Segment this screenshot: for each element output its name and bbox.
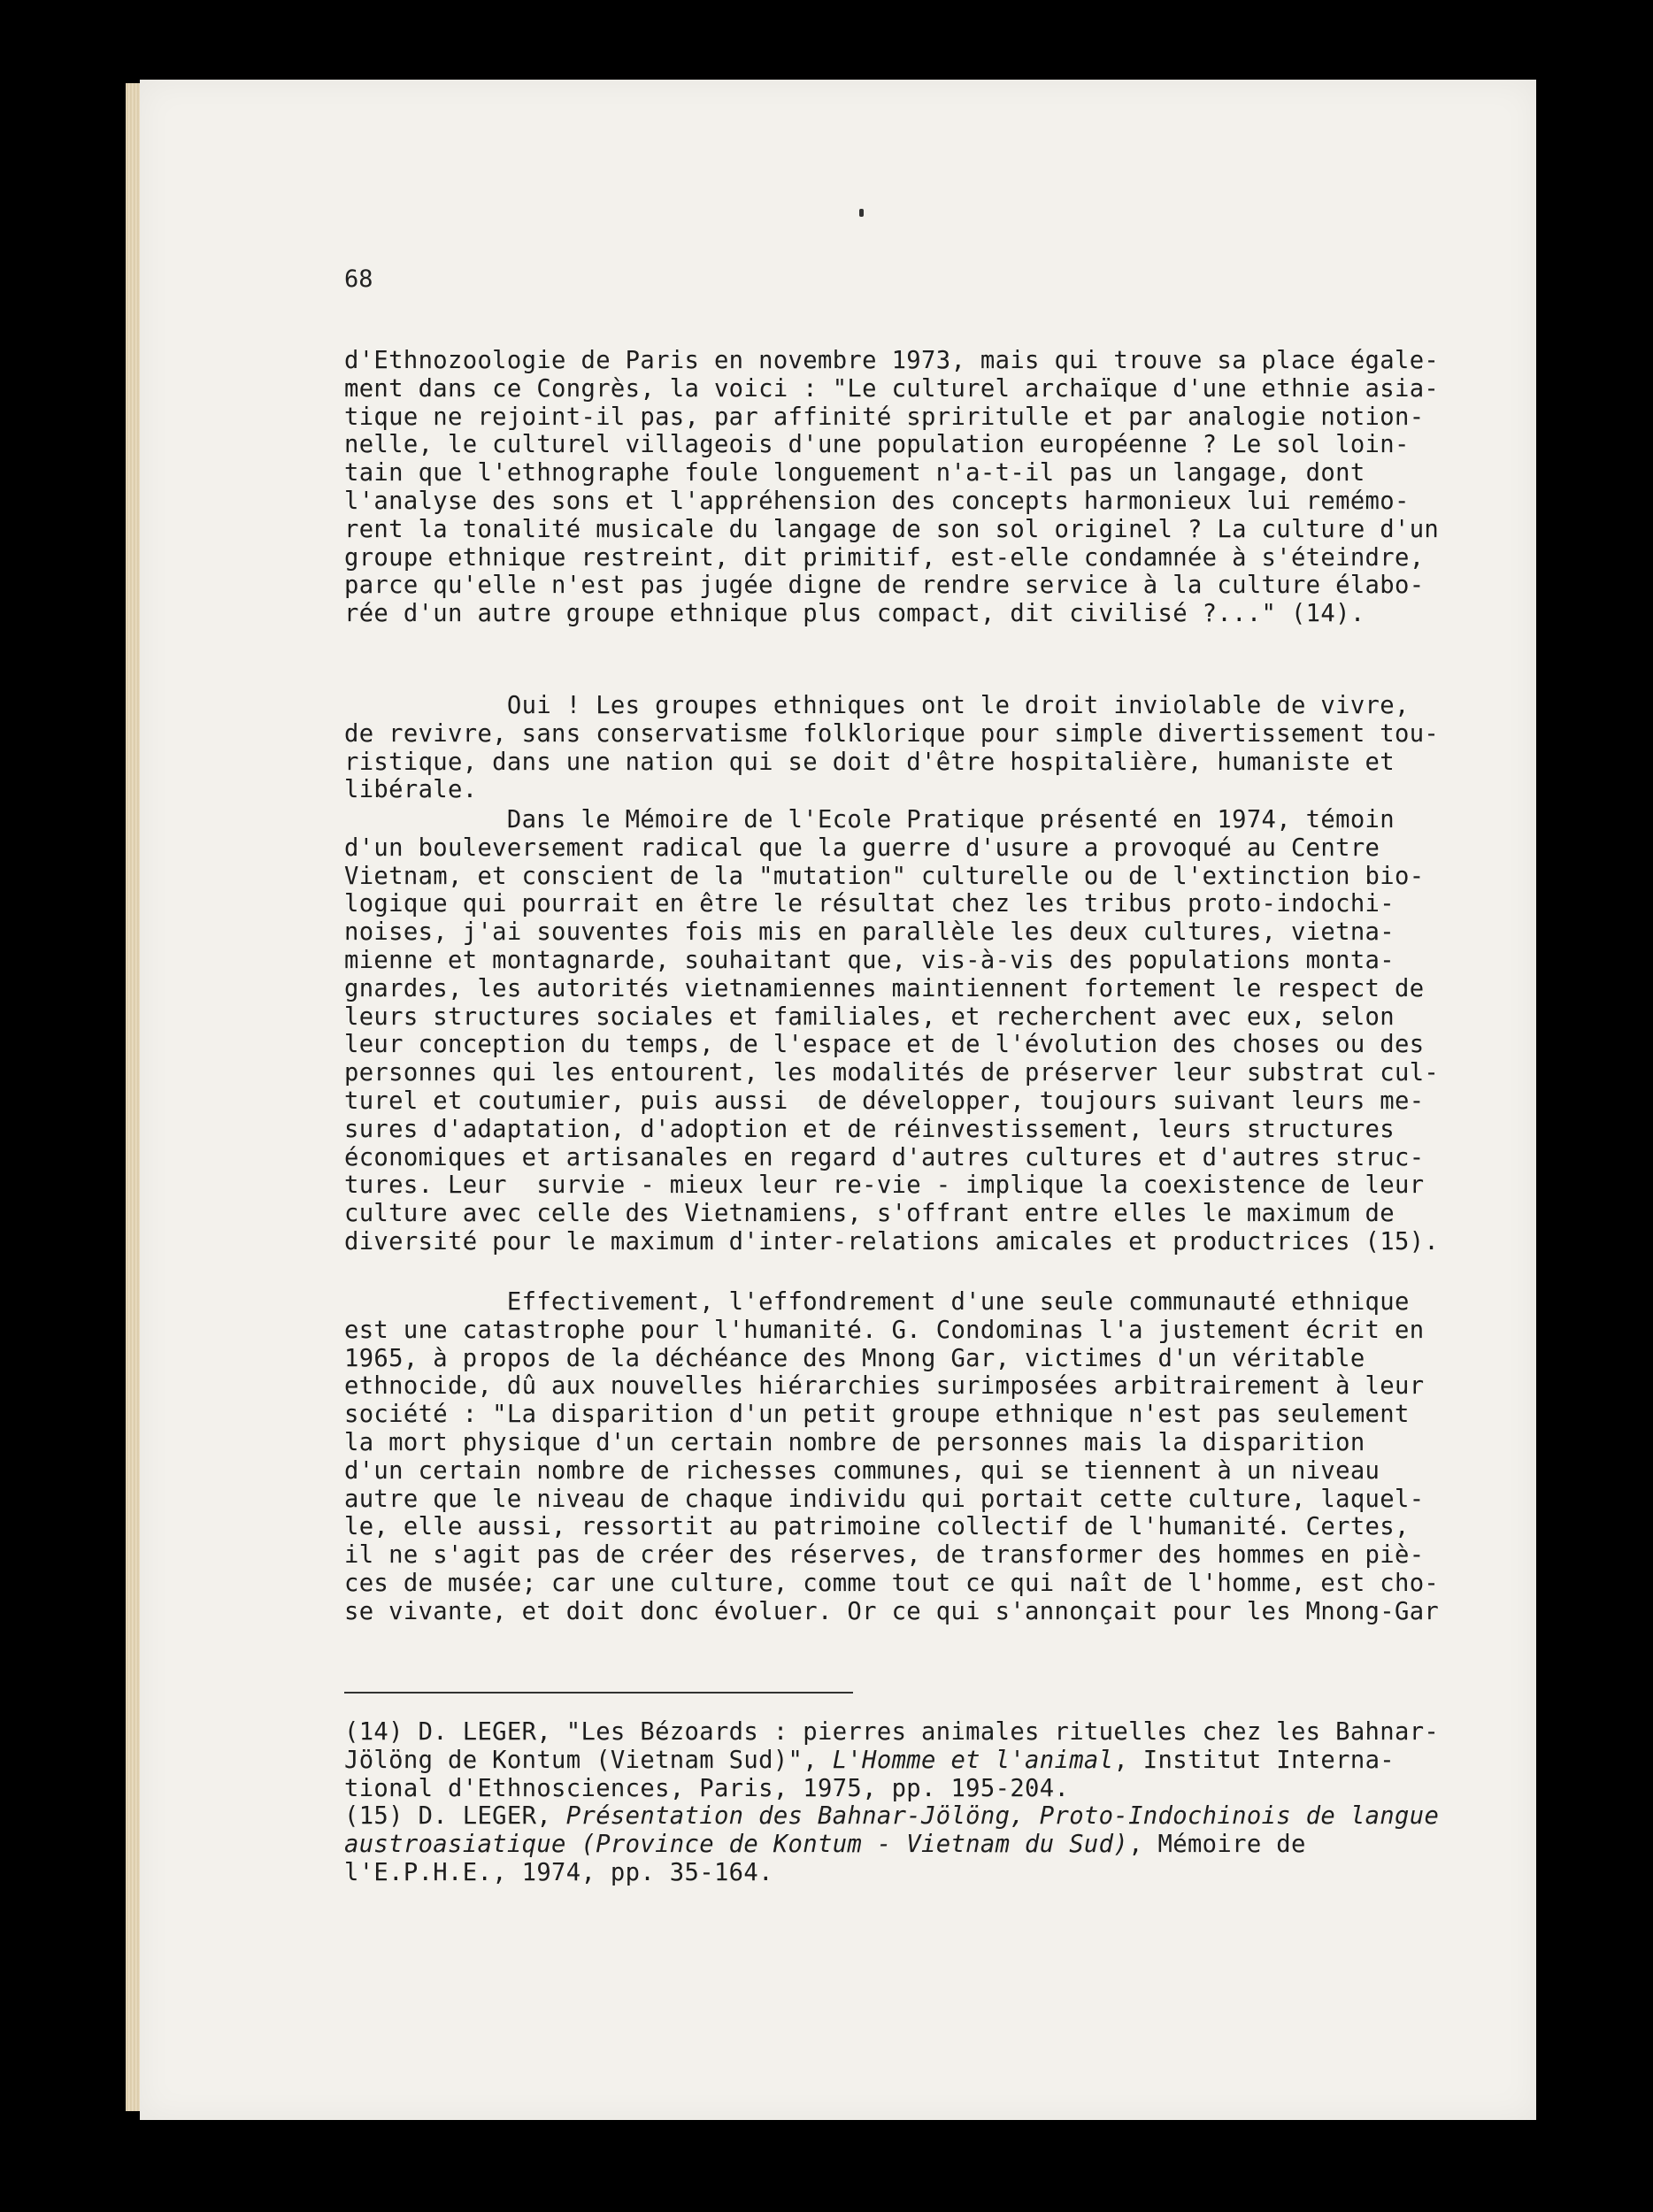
text-line: nelle, le culturel villageois d'une population européenne ? Le sol loin- — [344, 431, 1410, 459]
text-line: Dans le Mémoire de l'Ecole Pratique présenté en 1974, témoin — [344, 806, 1395, 833]
footnote-15-line-3: l'E.P.H.E., 1974, pp. 35-164. — [344, 1858, 773, 1886]
text-line: société : "La disparition d'un petit groupe ethnique n'est pas seulement — [344, 1401, 1410, 1429]
text-line: la mort physique d'un certain nombre de personnes mais la disparition — [344, 1428, 1365, 1456]
text-line: personnes qui les entourent, les modalités de préserver leur substrat cul- — [344, 1059, 1440, 1087]
text-line: ristique, dans une nation qui se doit d'être hospitalière, humaniste et — [344, 748, 1395, 776]
text-line: Vietnam, et conscient de la "mutation" culturelle ou de l'extinction bio- — [344, 862, 1425, 890]
text-line: tures. Leur survie - mieux leur re-vie - implique la coexistence de leur — [344, 1171, 1425, 1200]
text-line: autre que le niveau de chaque individu qui portait cette culture, laquel- — [344, 1485, 1425, 1513]
text-line: le, elle aussi, ressortit au patrimoine collectif de l'humanité. Certes, — [344, 1513, 1410, 1541]
text-line: 1965, à propos de la déchéance des Mnong Gar, victimes d'un véritable — [344, 1344, 1365, 1372]
text-line: est une catastrophe pour l'humanité. G. Condominas l'a justement écrit en — [344, 1316, 1425, 1344]
text-line: ment dans ce Congrès, la voici : "Le culturel archaïque d'une ethnie asia- — [344, 374, 1440, 403]
text-line: noises, j'ai souventes fois mis en parallèle les deux cultures, vietna- — [344, 918, 1395, 947]
paragraph-3 — [344, 806, 1439, 1256]
footnote-15-line-1: (15) D. LEGER, Présentation des Bahnar-Jölöng, Proto-Indochinois de langue — [344, 1802, 1440, 1831]
text-line: leurs structures sociales et familiales, et recherchent avec eux, selon — [344, 1002, 1395, 1031]
footnote-14-line-1: (14) D. LEGER, "Les Bézoards : pierres animales rituelles chez les Bahnar- — [344, 1718, 1440, 1746]
text-line: Oui ! Les groupes ethniques ont le droit inviolable de vivre, — [344, 692, 1410, 719]
paragraph-1 — [344, 347, 1439, 628]
text-line: d'Ethnozoologie de Paris en novembre 1973, mais qui trouve sa place égale- — [344, 347, 1440, 374]
text-line: ethnocide, dû aux nouvelles hiérarchies surimposées arbitrairement à leur — [344, 1372, 1425, 1401]
text-line: rent la tonalité musicale du langage de son sol originel ? La culture d'un — [344, 515, 1440, 543]
paragraph-4 — [344, 1288, 1439, 1626]
text-line: rée d'un autre groupe ethnique plus compact, dit civilisé ?..." (14). — [344, 600, 1365, 628]
text-line: gnardes, les autorités vietnamiennes maintiennent fortement le respect de — [344, 974, 1425, 1002]
footnotes — [344, 1718, 1439, 1887]
page-number: 68 — [344, 265, 373, 293]
footnote-14-line-2: Jölöng de Kontum (Vietnam Sud)", L'Homme et l'animal, Institut Interna- — [344, 1746, 1395, 1774]
text-line: libérale. — [344, 776, 478, 804]
text-line: turel et coutumier, puis aussi de développer, toujours suivant leurs me- — [344, 1087, 1425, 1115]
text-line: l'analyse des sons et l'appréhension des concepts harmonieux lui remémo- — [344, 487, 1410, 515]
text-line: d'un bouleversement radical que la guerre d'usure a provoqué au Centre — [344, 833, 1380, 862]
text-line: économiques et artisanales en regard d'autres cultures et d'autres struc- — [344, 1143, 1425, 1171]
text-line: parce qu'elle n'est pas jugée digne de rendre service à la culture élabo- — [344, 572, 1425, 600]
paragraph-2 — [344, 692, 1439, 804]
text-line: de revivre, sans conservatisme folklorique pour simple divertissement tou- — [344, 719, 1440, 748]
text-line: tain que l'ethnographe foule longuement n'a-t-il pas un langage, dont — [344, 459, 1365, 488]
text-line: logique qui pourrait en être le résultat chez les tribus proto-indochi- — [344, 890, 1395, 918]
text-line: tique ne rejoint-il pas, par affinité spriritulle et par analogie notion- — [344, 403, 1425, 431]
text-line: mienne et montagnarde, souhaitant que, vis-à-vis des populations monta- — [344, 946, 1395, 974]
text-line: diversité pour le maximum d'inter-relations amicales et productrices (15). — [344, 1227, 1440, 1256]
text-line: Effectivement, l'effondrement d'une seule communauté ethnique — [344, 1288, 1410, 1316]
footnote-15-line-2: austroasiatique (Province de Kontum - Vietnam du Sud), Mémoire de — [344, 1831, 1306, 1859]
text-line: culture avec celle des Vietnamiens, s'offrant entre elles le maximum de — [344, 1200, 1395, 1228]
footnote-14-line-3: tional d'Ethnosciences, Paris, 1975, pp. 195-204. — [344, 1774, 1070, 1802]
ink-speck — [859, 209, 864, 217]
text-line: groupe ethnique restreint, dit primitif, est-elle condamnée à s'éteindre, — [344, 543, 1425, 572]
text-line: sures d'adaptation, d'adoption et de réinvestissement, leurs structures — [344, 1115, 1395, 1143]
text-line: ces de musée; car une culture, comme tout ce qui naît de l'homme, est cho- — [344, 1569, 1440, 1597]
footnote-rule — [344, 1692, 853, 1694]
text-line: il ne s'agit pas de créer des réserves, de transformer des hommes en piè- — [344, 1541, 1425, 1570]
text-line: d'un certain nombre de richesses communes, qui se tiennent à un niveau — [344, 1456, 1380, 1485]
text-line: leur conception du temps, de l'espace et de l'évolution des choses ou des — [344, 1031, 1425, 1059]
text-line: se vivante, et doit donc évoluer. Or ce qui s'annonçait pour les Mnong-Gar — [344, 1597, 1440, 1625]
